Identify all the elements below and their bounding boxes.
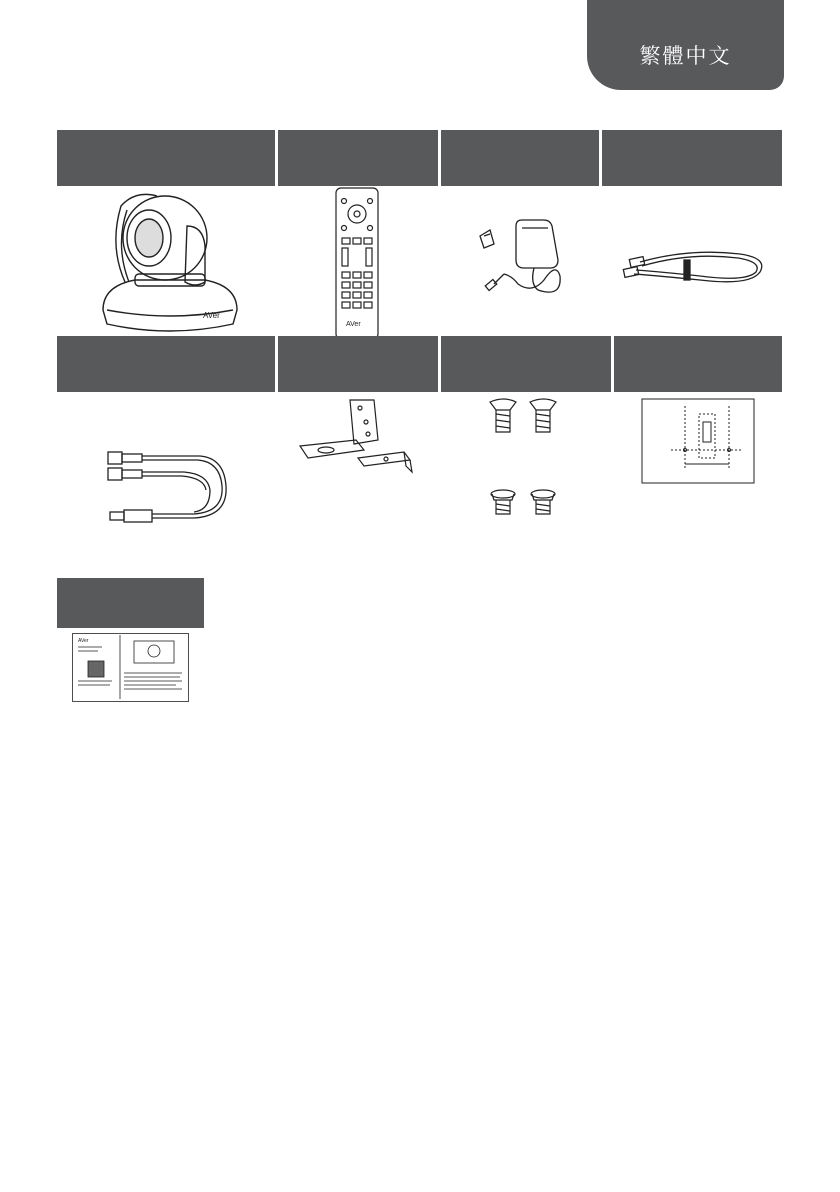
screws-icon (484, 396, 564, 520)
quick-start-guide-icon (72, 633, 189, 702)
header-bracket (278, 336, 438, 392)
ptz-camera-icon (95, 186, 245, 336)
header-cable (602, 130, 782, 186)
remote-control-icon (334, 186, 380, 341)
header-quick-guide (57, 578, 204, 628)
language-tab-label: 繁體中文 (639, 44, 732, 68)
power-adapter-icon (474, 214, 574, 304)
svg-text:AVer: AVer (203, 311, 220, 320)
language-tab[interactable] (587, 0, 784, 90)
header-remote (278, 130, 438, 186)
header-screws (441, 336, 611, 392)
header-template (614, 336, 782, 392)
header-power-adapter (441, 130, 599, 186)
wall-mount-bracket-icon (294, 396, 424, 476)
mounting-template-icon (641, 398, 755, 484)
svg-text:AVer: AVer (346, 321, 361, 328)
svg-text:AVer: AVer (78, 638, 89, 644)
header-camera (57, 130, 275, 186)
header-y-cable (57, 336, 275, 392)
cable-icon (620, 228, 770, 296)
y-cable-icon (104, 446, 234, 532)
